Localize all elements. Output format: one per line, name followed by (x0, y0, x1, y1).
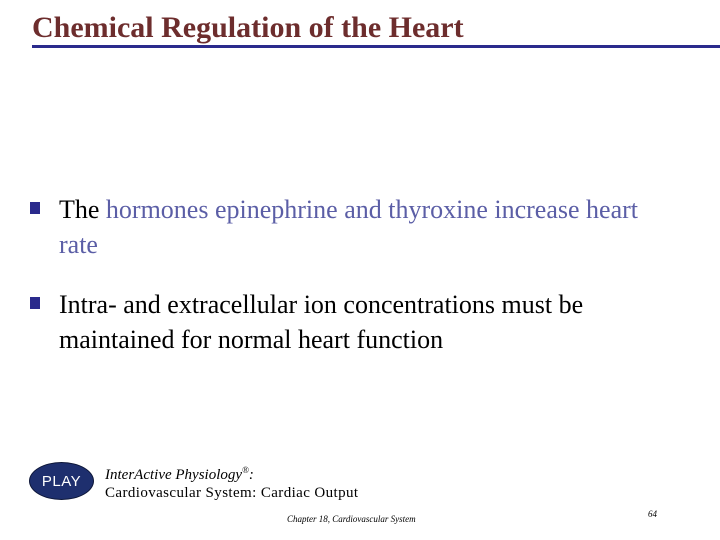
registered-mark: ® (242, 465, 249, 475)
interactive-title (105, 461, 359, 484)
title-underline (32, 45, 720, 48)
slide-title: Chemical Regulation of the Heart (32, 11, 464, 44)
square-bullet-icon (30, 202, 40, 214)
chapter-footer: Chapter 18, Cardiovascular System (287, 514, 416, 524)
bullet-item (30, 287, 680, 357)
bullet-prefix: The (59, 195, 106, 224)
bullet-item (30, 192, 680, 262)
interactive-subtitle: Cardiovascular System: Cardiac Output (105, 485, 359, 501)
square-bullet-icon (30, 297, 40, 309)
bullet-text: Intra- and extracellular ion concentrations must be maintained for normal heart function (59, 290, 584, 354)
interactive-title-text: InterActive Physiology (105, 467, 243, 483)
page-number: 64 (648, 509, 657, 519)
play-button[interactable] (29, 462, 94, 500)
bullet-highlight: hormones epinephrine and thyroxine increase heart rate (59, 195, 638, 259)
interactive-title-suffix: : (248, 467, 254, 483)
play-button-label: PLAY (41, 472, 82, 490)
bullet-list (30, 192, 680, 382)
interactive-physiology-reference (105, 461, 359, 503)
